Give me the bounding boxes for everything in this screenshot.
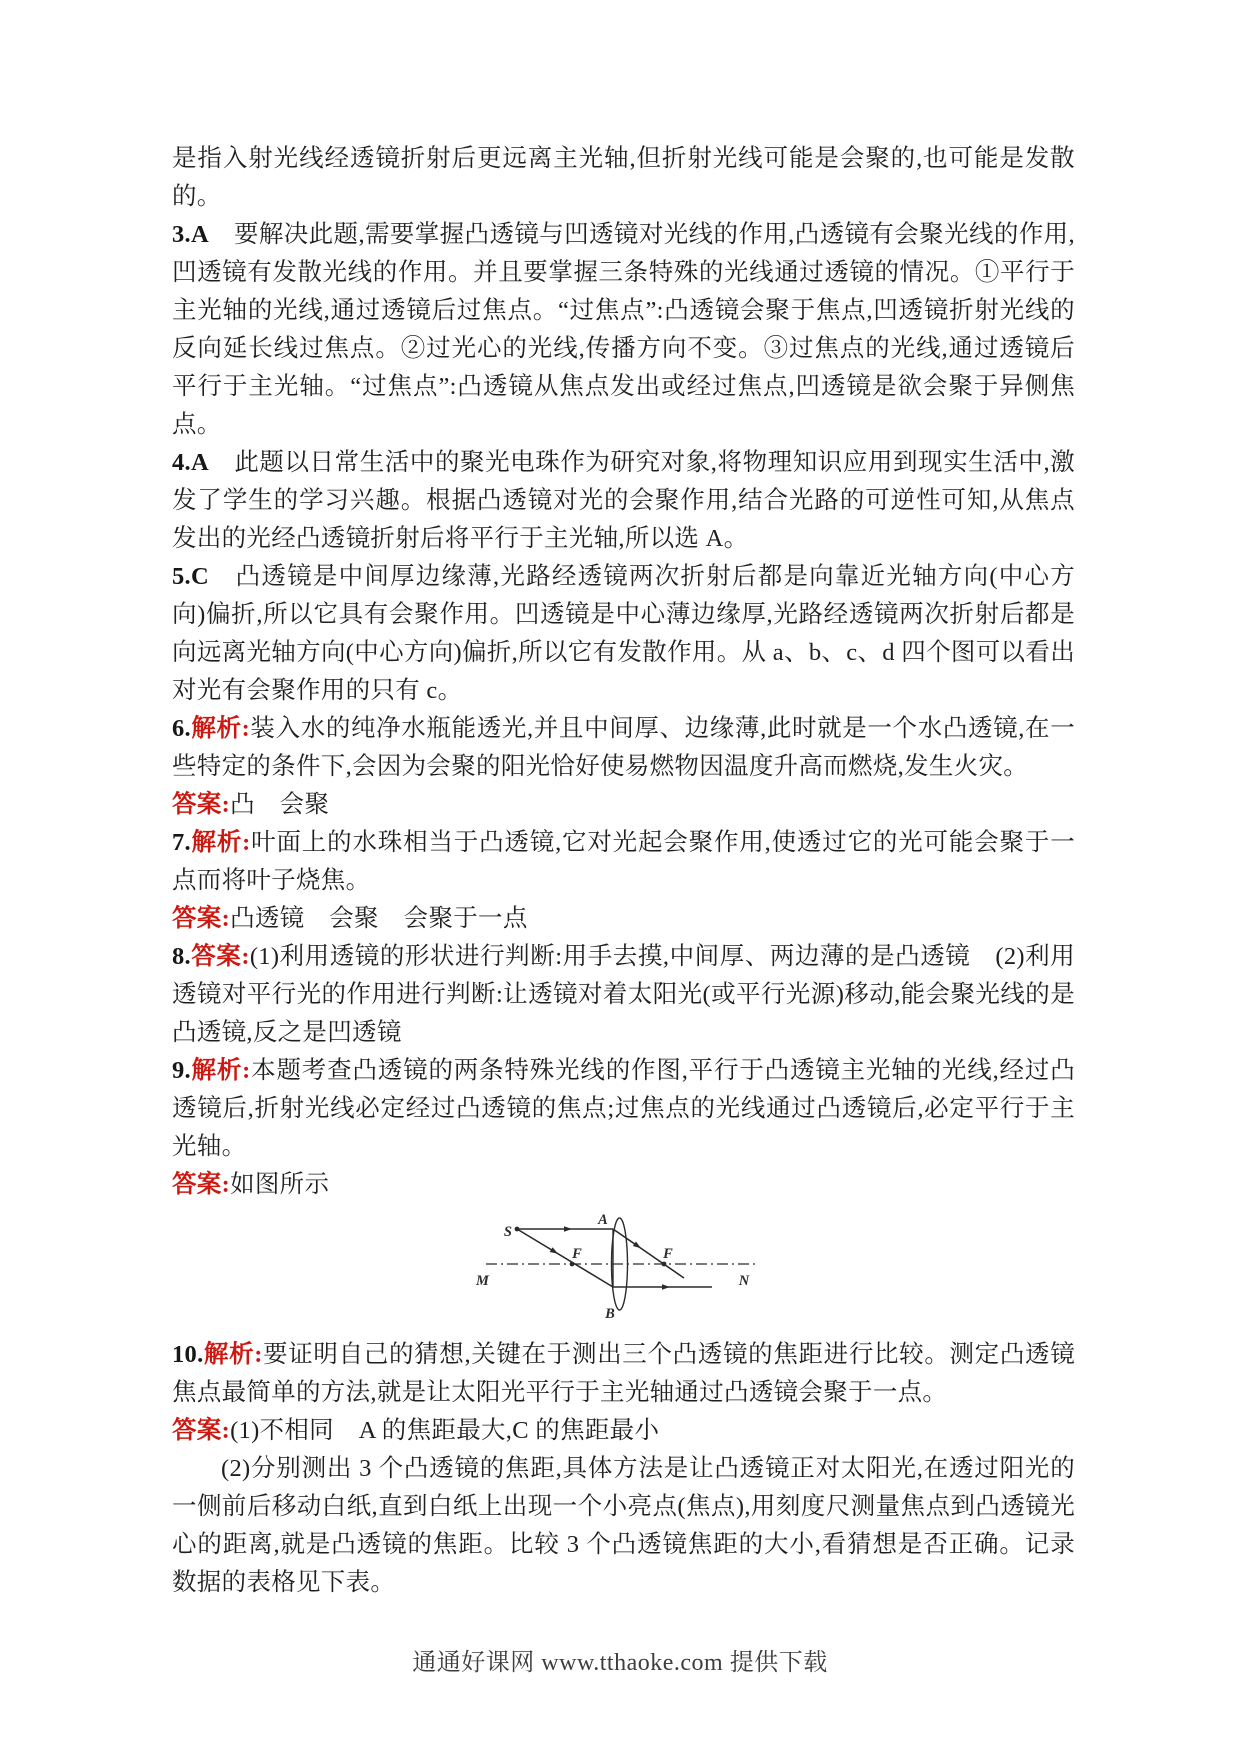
answer-paragraph — [172, 558, 1075, 710]
answers-before-figure — [172, 140, 1075, 1204]
answer-text: 凸透镜是中间厚边缘薄,光路经透镜两次折射后都是向靠近光轴方向(中心方向)偏折,所以它具有会聚作用。凹透镜是中心薄边缘厚,光路经透镜两次折射后都是向远离光轴方向(中心方向)偏折,所以它有发散作用。从 a、b、c、d 四个图可以看出对光有会聚作用的只有 c。 — [172, 563, 1075, 704]
answer-paragraph — [172, 786, 1075, 824]
answer-text: (1)不相同 A 的焦距最大,C 的焦距最小 — [230, 1417, 660, 1444]
answer-label: 答案: — [172, 1417, 231, 1444]
answer-text: (1)利用透镜的形状进行判断:用手去摸,中间厚、两边薄的是凸透镜 (2)利用透镜对平行光的作用进行判断:让透镜对着太阳光(或平行光源)移动,能会聚光线的是凸透镜,反之是凹透镜 — [172, 943, 1076, 1046]
incident-ray-through-focus — [517, 1229, 613, 1287]
item-number: 9. — [172, 1057, 191, 1084]
point-s-dot — [514, 1227, 519, 1232]
item-number: 3.A — [172, 221, 209, 248]
item-number: 5.C — [172, 563, 209, 590]
answer-text: 凸 会聚 — [230, 791, 330, 818]
answer-paragraph — [172, 1450, 1075, 1602]
focal-point-left-dot — [569, 1262, 574, 1267]
label-focal-right-f: F — [662, 1246, 673, 1262]
answer-paragraph — [172, 1412, 1075, 1450]
label-axis-right-n: N — [738, 1273, 749, 1289]
answer-paragraph — [172, 140, 1075, 216]
answer-paragraph — [172, 1336, 1075, 1412]
answer-label: 解析: — [190, 1057, 251, 1084]
lens-ray-diagram — [474, 1210, 774, 1332]
item-number: 8. — [172, 943, 191, 970]
answer-label: 答案: — [172, 905, 231, 932]
item-number: 10. — [172, 1341, 204, 1368]
label-focal-left-f: F — [571, 1246, 582, 1262]
answer-text: 此题以日常生活中的聚光电珠作为研究对象,将物理知识应用到现实生活中,激发了学生的学习兴趣。根据凸透镜对光的会聚作用,结合光路的可逆性可知,从焦点发出的光经凸透镜折射后将平行于主光轴,所以选 A。 — [172, 449, 1075, 552]
answer-paragraph — [172, 710, 1075, 786]
answer-paragraph — [172, 824, 1075, 900]
label-source-s: S — [503, 1224, 512, 1240]
item-number: 6. — [172, 715, 191, 742]
answer-text: 要解决此题,需要掌握凸透镜与凹透镜对光线的作用,凸透镜有会聚光线的作用,凹透镜有发散光线的作用。并且要掌握三条特殊的光线通过透镜的情况。①平行于主光轴的光线,通过透镜后过焦点。“过焦点”:凸透镜会聚于焦点,凹透镜折射光线的反向延长线过焦点。②过光心的光线,传播方向不变。③过焦点的光线,通过透镜后平行于主光轴。“过焦点”:凸透镜从焦点发出或经过焦点,凹透镜是欲会聚于异侧焦点。 — [172, 221, 1075, 438]
answer-label: 答案: — [172, 1171, 231, 1198]
answer-text: 叶面上的水珠相当于凸透镜,它对光起会聚作用,使透过它的光可能会聚于一点而将叶子烧焦。 — [172, 829, 1075, 894]
label-axis-left-m: M — [475, 1273, 489, 1289]
answer-label: 解析: — [203, 1341, 263, 1368]
item-number: 7. — [172, 829, 191, 856]
answer-text: 是指入射光线经透镜折射后更远离主光轴,但折射光线可能是会聚的,也可能是发散的。 — [172, 145, 1075, 210]
answer-paragraph — [172, 444, 1075, 558]
answers-after-figure — [172, 1336, 1075, 1602]
label-lens-top-a: A — [597, 1212, 608, 1228]
answer-label: 解析: — [190, 829, 251, 856]
label-lens-bottom-b: B — [604, 1306, 615, 1322]
ray-arrow — [662, 1284, 670, 1290]
answer-text: 本题考查凸透镜的两条特殊光线的作图,平行于凸透镜主光轴的光线,经过凸透镜后,折射光线必定经过凸透镜的焦点;过焦点的光线通过凸透镜后,必定平行于主光轴。 — [172, 1057, 1075, 1160]
answer-paragraph — [172, 216, 1075, 444]
answer-paragraph — [172, 1166, 1075, 1204]
answer-label: 答案: — [172, 791, 231, 818]
answer-text: 要证明自己的猜想,关键在于测出三个凸透镜的焦距进行比较。测定凸透镜焦点最简单的方法,就是让太阳光平行于主光轴通过凸透镜会聚于一点。 — [172, 1341, 1076, 1406]
answer-label: 解析: — [190, 715, 251, 742]
answer-paragraph — [172, 900, 1075, 938]
focal-point-right-dot — [661, 1262, 666, 1267]
answer-text: 凸透镜 会聚 会聚于一点 — [230, 905, 528, 932]
ray-arrow — [549, 1247, 559, 1256]
answer-text: 如图所示 — [230, 1171, 330, 1198]
answer-label: 答案: — [190, 943, 250, 970]
ray-arrow — [564, 1226, 572, 1232]
answer-key-content — [172, 140, 1075, 1602]
lens-diagram-svg — [474, 1210, 774, 1332]
refracted-ray-through-focus — [613, 1229, 684, 1278]
answer-text: 装入水的纯净水瓶能透光,并且中间厚、边缘薄,此时就是一个水凸透镜,在一些特定的条件下,会因为会聚的阳光恰好使易燃物因温度升高而燃烧,发生火灾。 — [172, 715, 1075, 780]
footer-watermark: 通通好课网 www.tthaoke.com 提供下载 — [412, 1650, 828, 1676]
answer-paragraph — [172, 1052, 1075, 1166]
answer-text: (2)分别测出 3 个凸透镜的焦距,具体方法是让凸透镜正对太阳光,在透过阳光的一侧前后移动白纸,直到白纸上出现一个小亮点(焦点),用刻度尺测量焦点到凸透镜光心的距离,就是凸透镜的焦距。比较 3 个凸透镜焦距的大小,看猜想是否正确。记录数据的表格见下表。 — [172, 1455, 1075, 1596]
item-number: 4.A — [172, 449, 209, 476]
answer-paragraph — [172, 938, 1075, 1052]
